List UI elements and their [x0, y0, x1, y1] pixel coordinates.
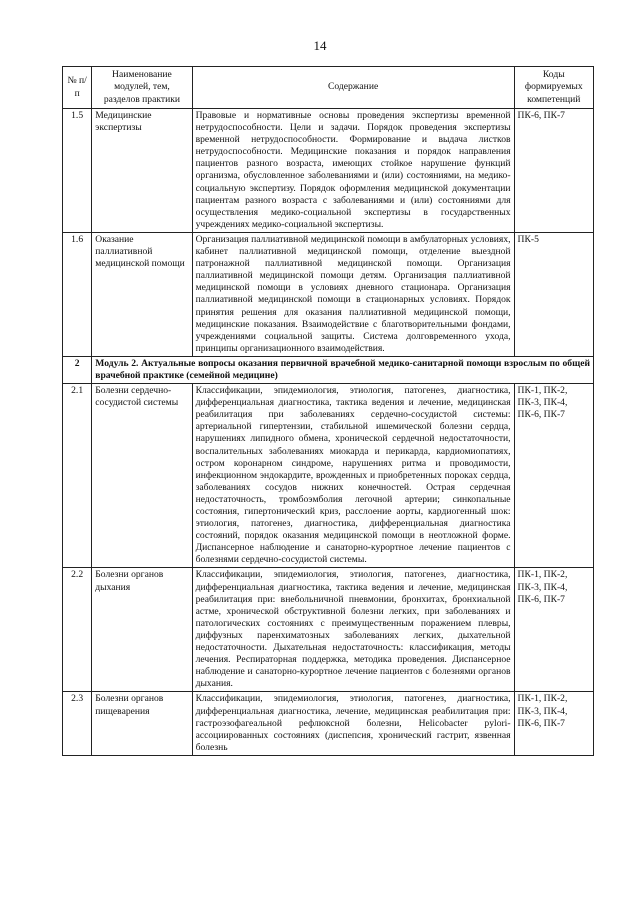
header-content: Содержание — [192, 67, 514, 109]
table-row — [63, 692, 594, 755]
row-codes: ПК-1, ПК-2, ПК-3, ПК-4, ПК-6, ПК-7 — [514, 692, 593, 755]
page-number: 14 — [313, 38, 327, 53]
header-codes: Коды формируемых компетенций — [514, 67, 593, 109]
table-row — [63, 232, 594, 356]
module-row — [63, 356, 594, 383]
row-num: 2.1 — [63, 384, 92, 568]
row-num: 1.5 — [63, 109, 92, 233]
row-num: 2.3 — [63, 692, 92, 755]
table-header-row — [63, 67, 594, 109]
row-content: Организация паллиативной медицинской помощи в амбулаторных условиях, кабинет паллиативной медицинской помощи, отделение выездной патронажной паллиативной медицинской помощи. Организация паллиативной медицинской помощи детям. Организация паллиативной медицинской помощи в условиях дневного стационара. Организация паллиативной медицинской помощи в стационарных условиях. Порядок принятия решения для оказания паллиативной медицинской помощи, медицинские показания. Взаимодействие с благотворительными фондами, учреждениями социальной защиты. Система долговременного ухода, принципы организационного взаимодействия. — [192, 232, 514, 356]
practice-content-table — [62, 66, 594, 756]
header-name: Наименование модулей, тем, разделов практики — [92, 67, 192, 109]
row-name: Болезни органов пищеварения — [92, 692, 192, 755]
row-codes: ПК-6, ПК-7 — [514, 109, 593, 233]
table-row — [63, 384, 594, 568]
row-content: Классификации, эпидемиология, этиология, патогенез, диагностика, дифференциальная диагностика, тактика ведения и лечение, медицинская реабилитация при заболеваниях сердечно-сосудистой системы: артериальной гипертензии, стабильной ишемической болезни сердца, нарушениях липидного обмена, хронической сердечной недостаточности, воспалительных заболеваниях миокарда и перикарда, кардиомиопатиях, остром коронарном синдроме, нарушениях ритма и проводимости, инфекционном эндокардите, врожденных и приобретенных пороках сердца, заболеваниях сосудов нижних конечностей. Острая сердечная недостаточность, тромбоэмболия легочной артерии; синкопальные состояния, гипертонический криз, расслоение аорты, кардиогенный шок: этиология, патогенез, диагностика, дифференциальная диагностика состояний, порядок оказания медицинской помощи в неотложной форме. Диспансерное наблюдение и санаторно-курортное лечение пациентов с болезнями сердечно-сосудистой системы. — [192, 384, 514, 568]
table-row — [63, 568, 594, 692]
module-title: Модуль 2. Актуальные вопросы оказания первичной врачебной медико-санитарной помощи взрослым по общей врачебной практике (семейной медицине) — [92, 356, 594, 383]
table-row — [63, 109, 594, 233]
header-num: № п/п — [63, 67, 92, 109]
row-codes: ПК-1, ПК-2, ПК-3, ПК-4, ПК-6, ПК-7 — [514, 568, 593, 692]
row-name: Медицинские экспертизы — [92, 109, 192, 233]
row-name: Оказание паллиативной медицинской помощи — [92, 232, 192, 356]
row-name: Болезни сердечно-сосудистой системы — [92, 384, 192, 568]
row-codes: ПК-5 — [514, 232, 593, 356]
row-content: Классификации, эпидемиология, этиология, патогенез, диагностика, дифференциальная диагностика, лечение, медицинская реабилитация при: гастроэзофагеальной рефлюксной болезни, Helicobacter pylori-ассоциированных состояниях (диспепсия, хронический гастрит, язвенная болезнь — [192, 692, 514, 755]
row-content: Правовые и нормативные основы проведения экспертизы временной нетрудоспособности. Цели и задачи. Порядок проведения экспертизы временной нетрудоспособности. Формирование и выдача листков нетрудоспособности. Медицинские показания и порядок направления пациентов разного возраста, имеющих стойкое нарушение функций организма, обусловленное заболеваниями и (или) состояниями, на медико-социальную экспертизу. Порядок оформления медицинской документации пациентам разного возраста с заболеваниями и (или) состояниями для осуществления медико-социальной экспертизы в государственных учреждениях медико-социальной экспертизы. — [192, 109, 514, 233]
row-content: Классификации, эпидемиология, этиология, патогенез, диагностика, дифференциальная диагностика, тактика ведения и лечение, медицинская реабилитация при: внебольничной пневмонии, бронхитах, бронхиальной астме, хронической обструктивной болезни легких, при заболеваниях и патологических состояниях с преимущественным поражением плевры, диффузных паренхиматозных заболеваниях легких, дыхательной недостаточности. Дыхательная недостаточность: классификация, методы лечения. Респираторная поддержка, методика проведения. Диспансерное наблюдение и санаторно-курортное лечение пациентов с болезнями органов дыхания. — [192, 568, 514, 692]
module-num: 2 — [63, 356, 92, 383]
row-num: 1.6 — [63, 232, 92, 356]
row-name: Болезни органов дыхания — [92, 568, 192, 692]
row-codes: ПК-1, ПК-2, ПК-3, ПК-4, ПК-6, ПК-7 — [514, 384, 593, 568]
row-num: 2.2 — [63, 568, 92, 692]
